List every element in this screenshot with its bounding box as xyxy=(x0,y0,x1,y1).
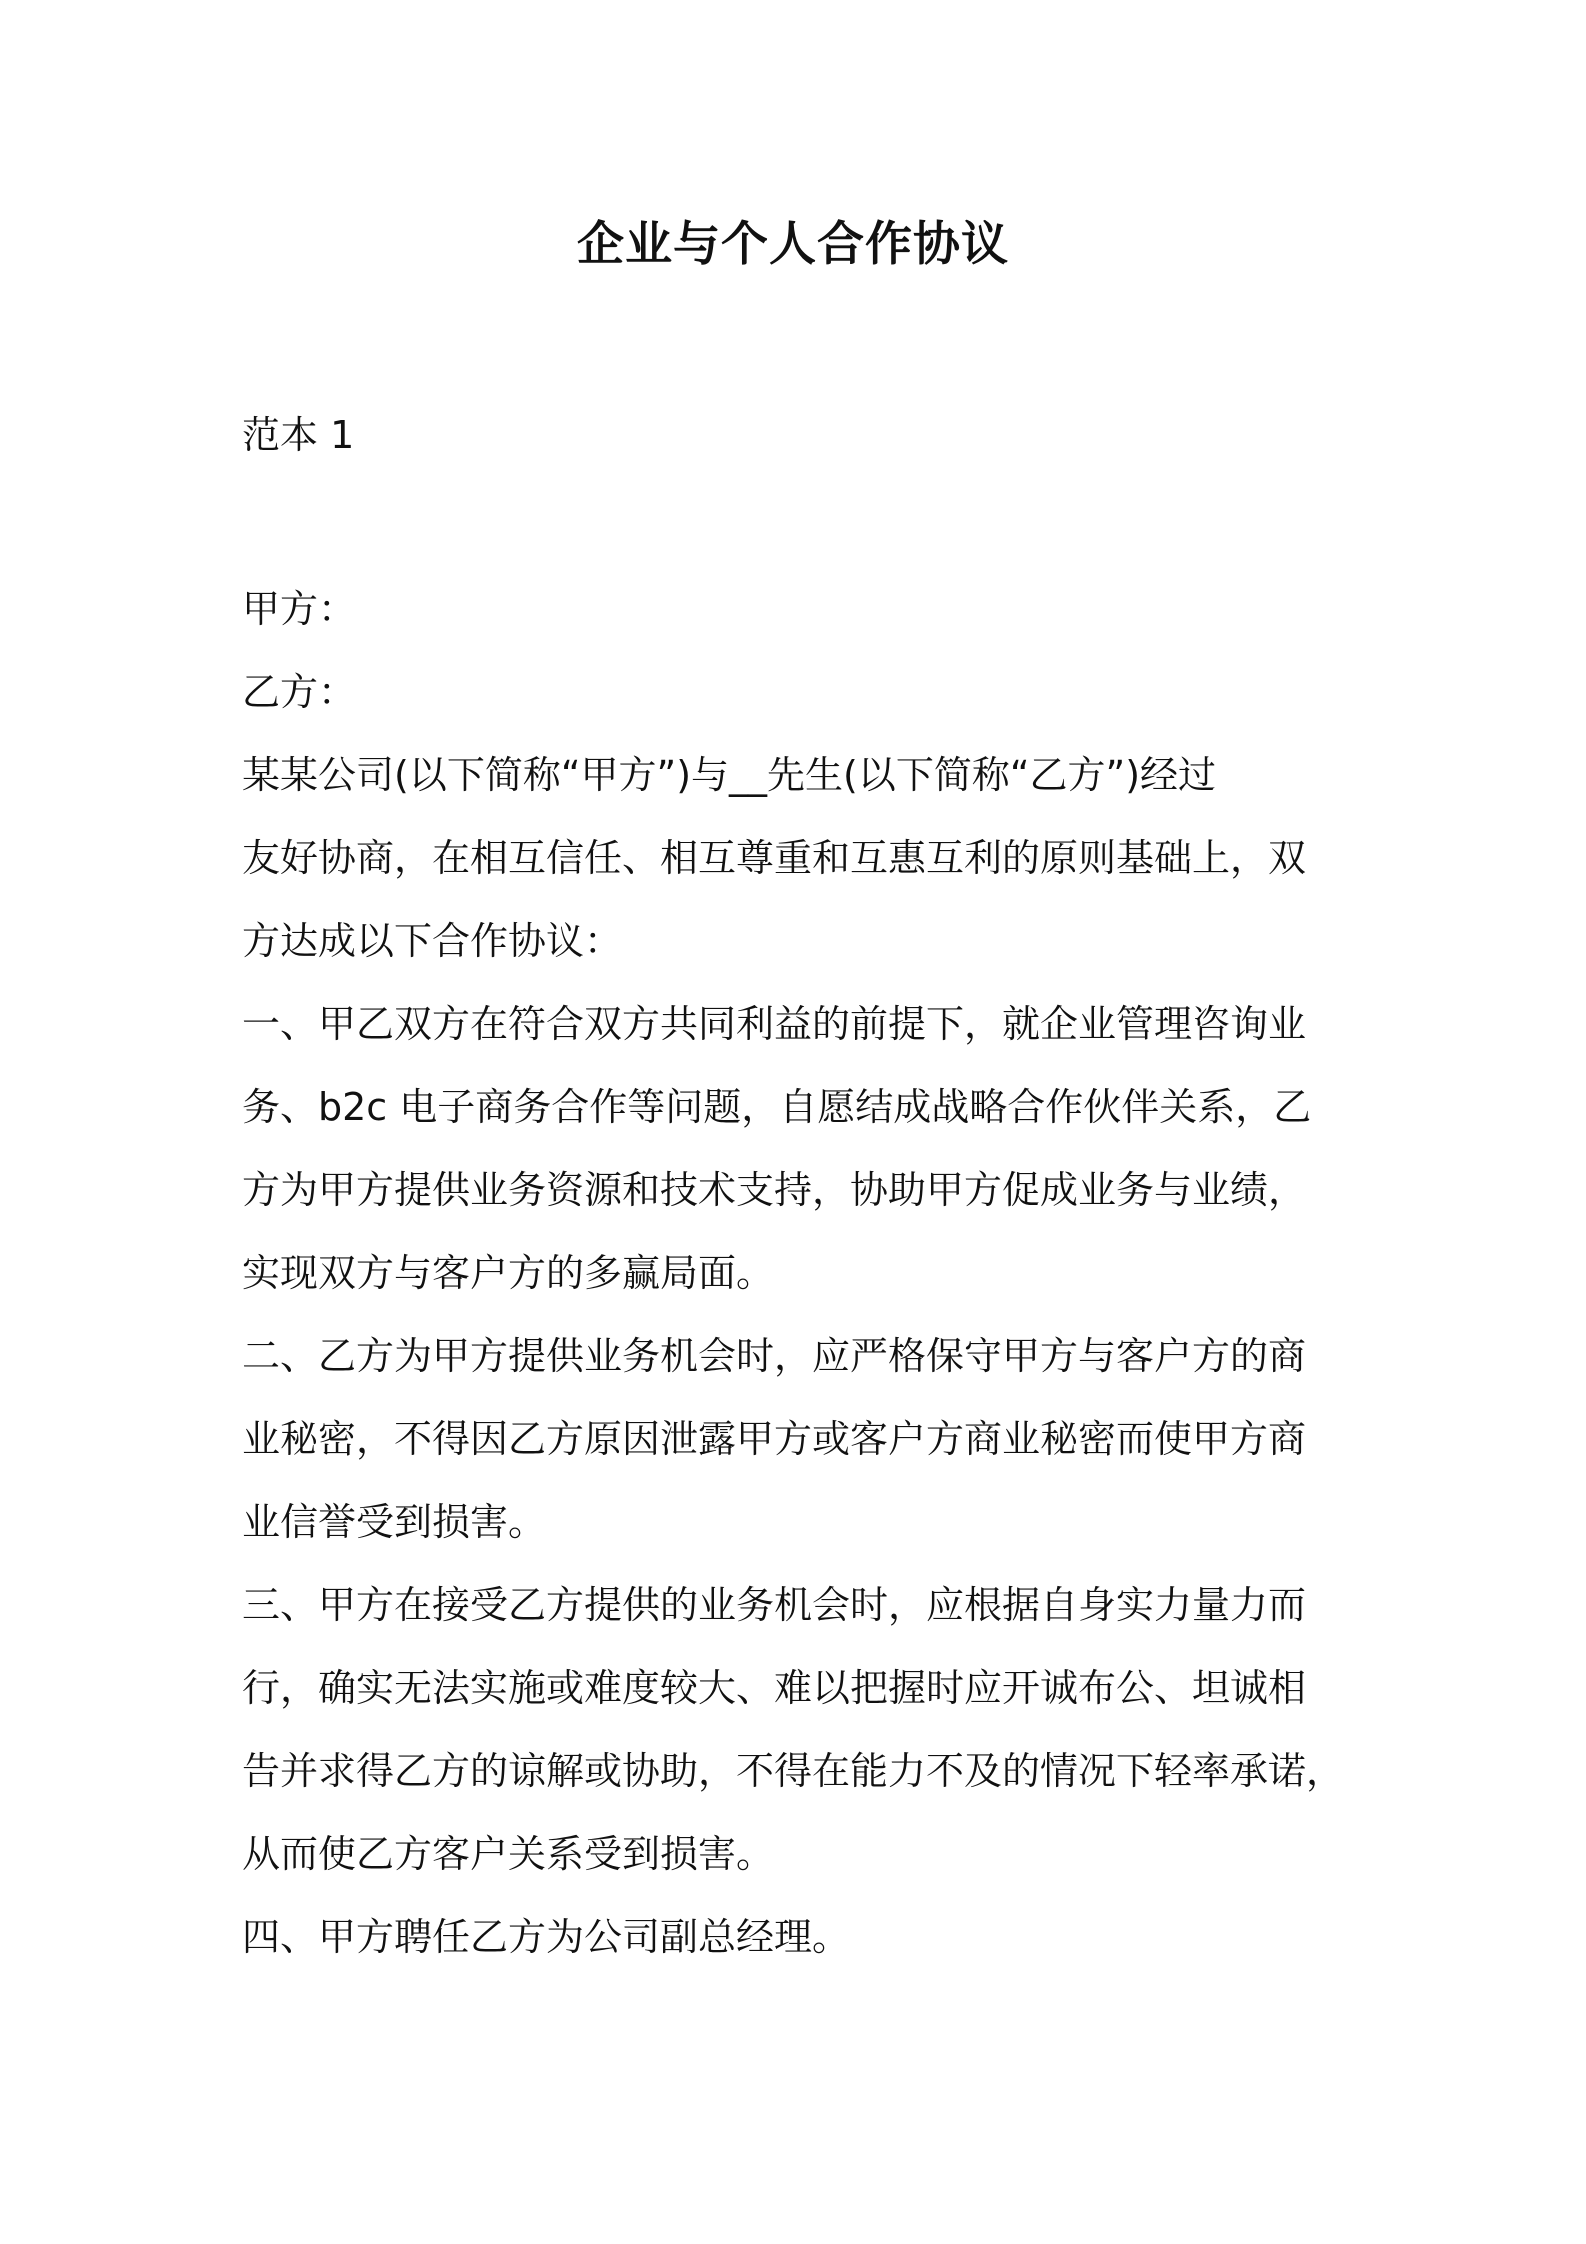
clause-3-line: 从而使乙方客户关系受到损害。 xyxy=(242,1832,775,1876)
document-title: 企业与个人合作协议 xyxy=(577,217,1009,272)
clause-2-line: 业秘密，不得因乙方原因泄露甲方或客户方商业秘密而使甲方商 xyxy=(242,1417,1307,1461)
clause-2-line: 业信誉受到损害。 xyxy=(242,1500,547,1544)
paragraph-line: 方达成以下合作协议： xyxy=(242,919,623,963)
paragraph-line: 某某公司(以下简称“甲方”)与__先生(以下简称“乙方”)经过 xyxy=(242,753,1217,797)
clause-4-line: 四、甲方聘任乙方为公司副总经理。 xyxy=(242,1915,851,1959)
party-b-line: 乙方： xyxy=(242,670,357,714)
agreement-body xyxy=(242,568,1362,1979)
sample-label: 范本 1 xyxy=(242,413,355,457)
clause-1-line: 实现双方与客户方的多赢局面。 xyxy=(242,1251,775,1295)
clause-1-line: 务、b2c 电子商务合作等问题，自愿结成战略合作伙伴关系，乙 xyxy=(242,1085,1312,1129)
clause-3-line: 行，确实无法实施或难度较大、难以把握时应开诚布公、坦诚相 xyxy=(242,1666,1307,1710)
party-a-line: 甲方： xyxy=(242,587,357,631)
clause-1-line: 一、甲乙双方在符合双方共同利益的前提下，就企业管理咨询业 xyxy=(242,1002,1307,1046)
clause-1-line: 方为甲方提供业务资源和技术支持，协助甲方促成业务与业绩， xyxy=(242,1168,1307,1212)
clause-3-line: 三、甲方在接受乙方提供的业务机会时，应根据自身实力量力而 xyxy=(242,1583,1307,1627)
clause-3-line: 告并求得乙方的谅解或协助，不得在能力不及的情况下轻率承诺， xyxy=(242,1749,1345,1793)
paragraph-line: 友好协商，在相互信任、相互尊重和互惠互利的原则基础上，双 xyxy=(242,836,1307,880)
clause-2-line: 二、乙方为甲方提供业务机会时，应严格保守甲方与客户方的商 xyxy=(242,1334,1307,1378)
